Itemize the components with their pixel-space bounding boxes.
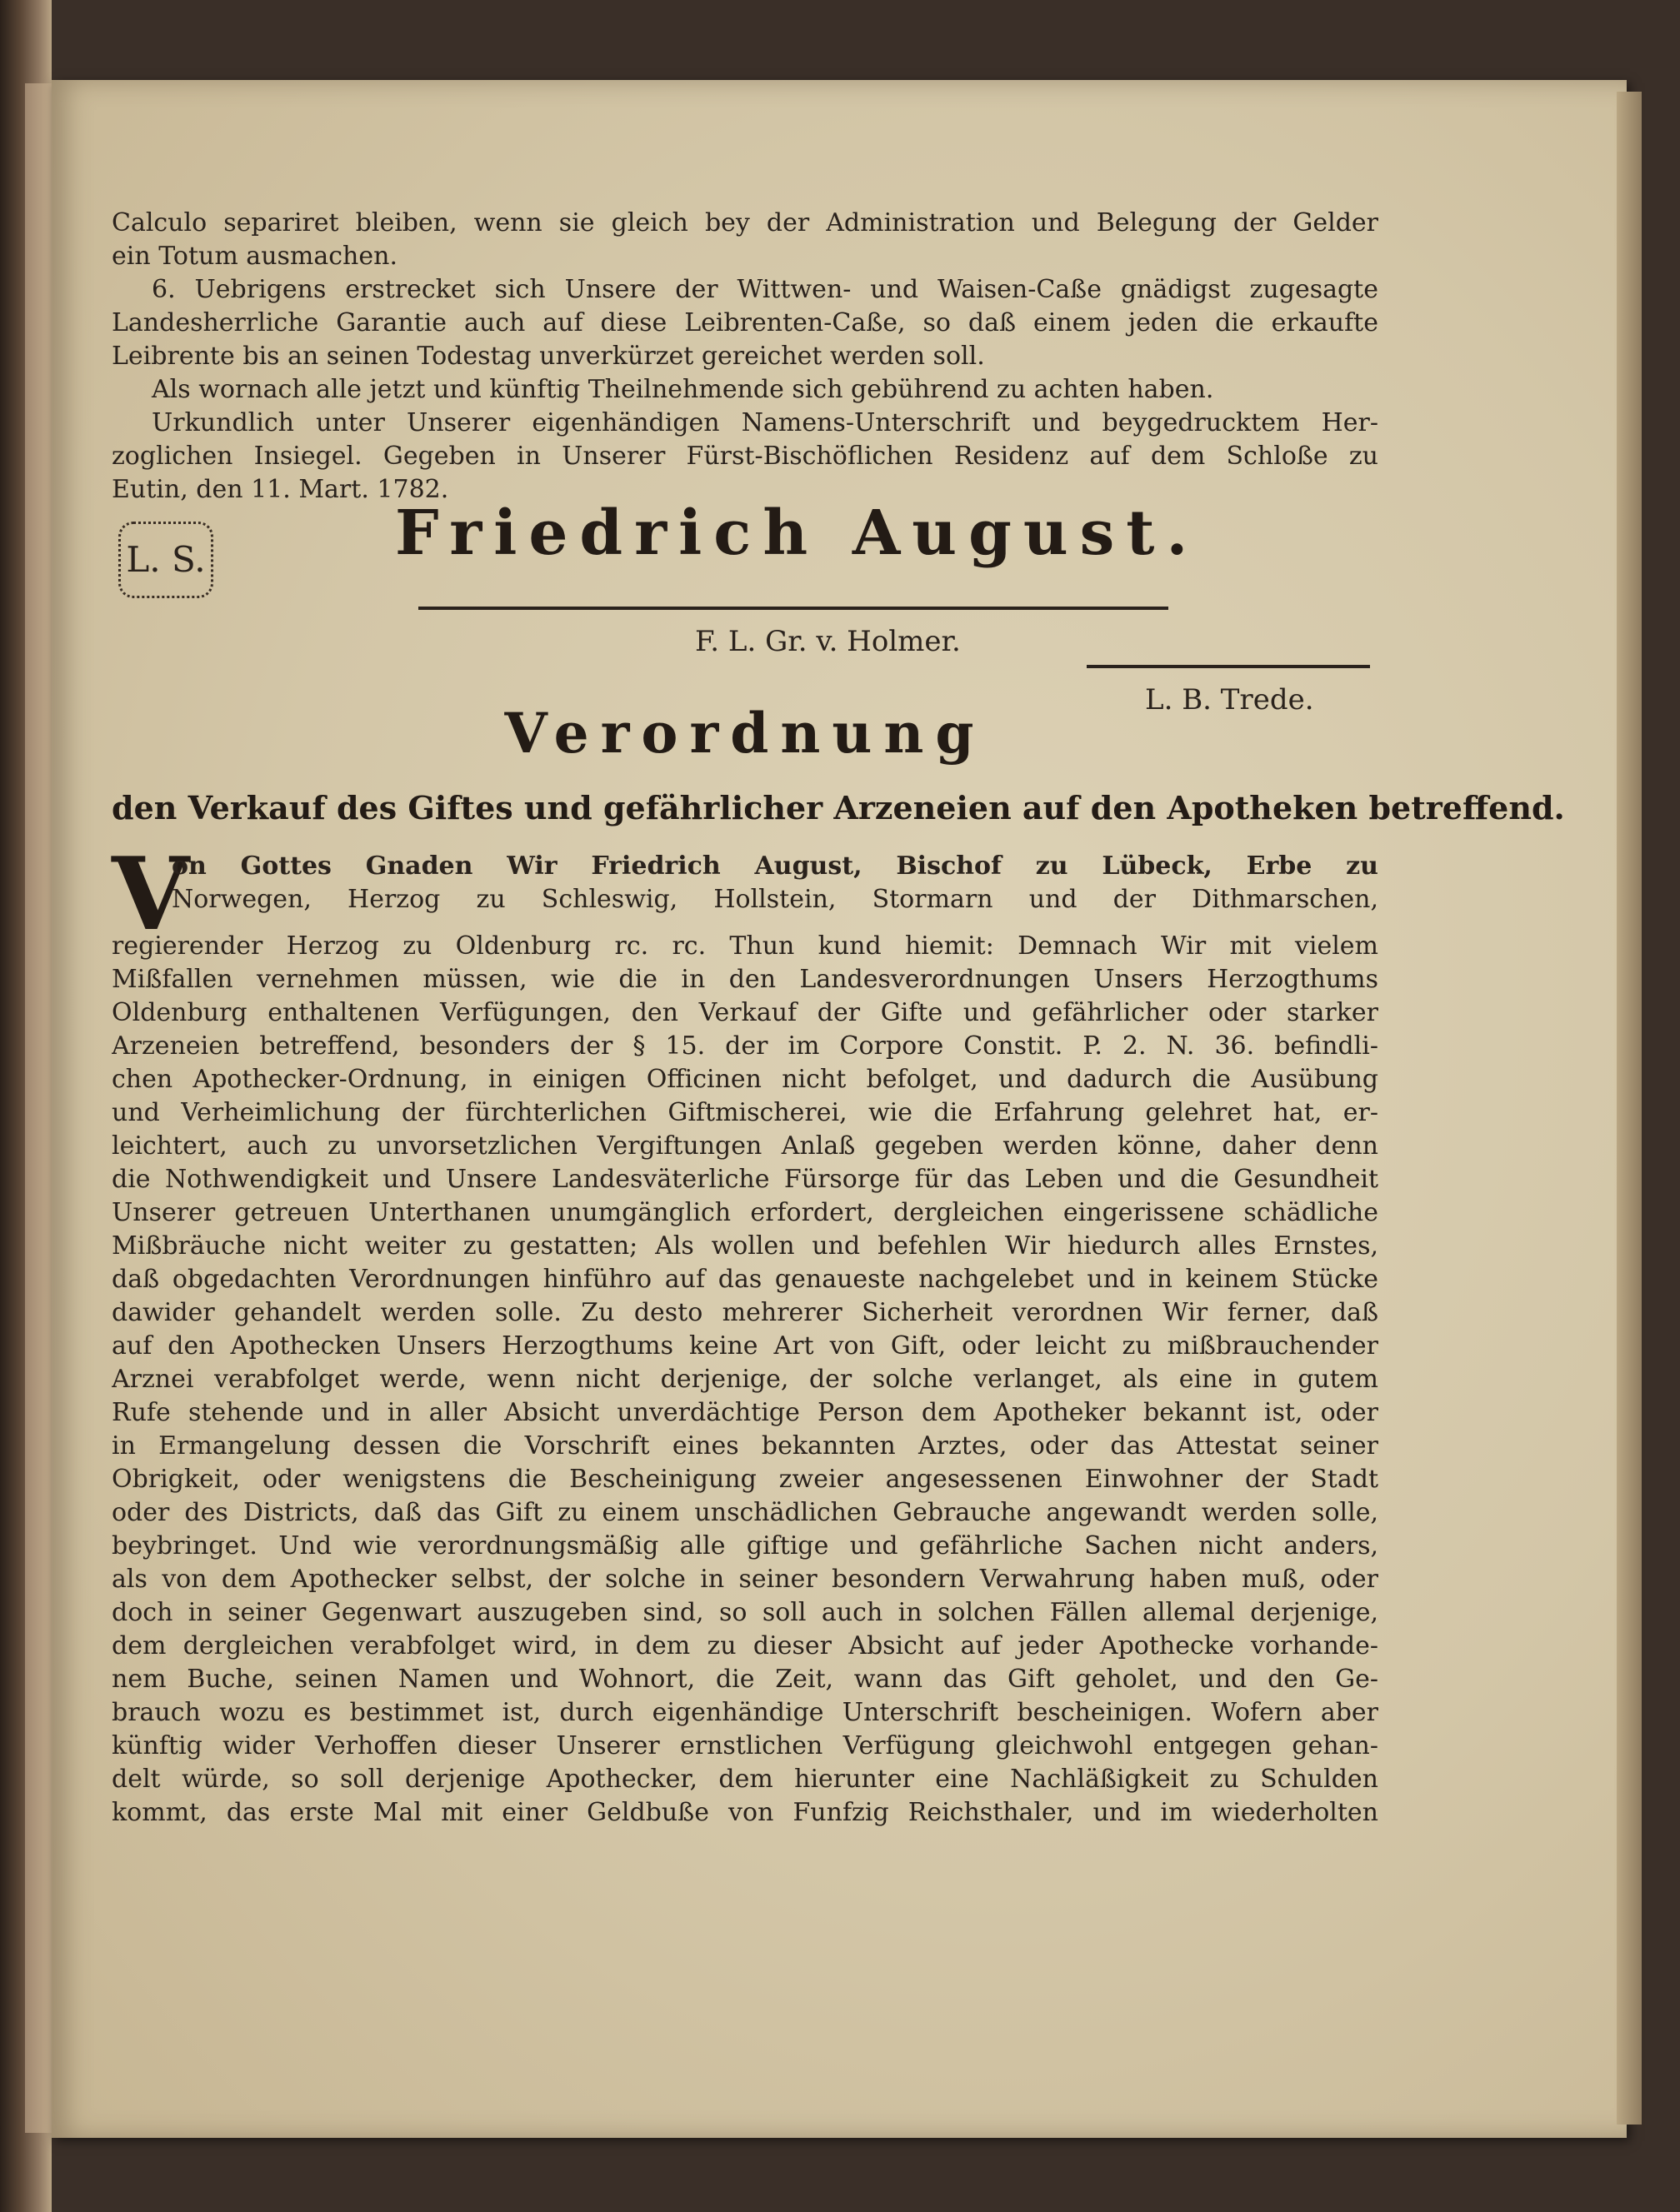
countersignature: L. B. Trede. <box>1145 683 1314 717</box>
text-line: Oldenburg enthaltenen Verfügungen, den Verkauf der Gifte und gefährlicher oder starker <box>112 998 1378 1027</box>
text-line: Calculo separiret bleiben, wenn sie gleich bey der Administration und Belegung der Gelder <box>112 208 1378 237</box>
text-line: die Nothwendigkeit und Unsere Landesväterliche Fürsorge für das Leben und die Gesundheit <box>112 1165 1378 1194</box>
countersignature-rule <box>1087 665 1370 668</box>
text-line: in Ermangelung dessen die Vorschrift eines bekannten Arztes, oder das Attestat seiner <box>112 1431 1378 1461</box>
seal-mark: L. S. <box>118 522 213 598</box>
text-line: regierender Herzog zu Oldenburg rc. rc. Thun kund hiemit: Demnach Wir mit vielem <box>112 931 1378 961</box>
text-line: Arznei verabfolget werde, wenn nicht derjenige, der solche verlanget, als eine in gutem <box>112 1365 1378 1394</box>
text-line: Rufe stehende und in aller Absicht unverdächtige Person dem Apotheker bekannt ist, oder <box>112 1398 1378 1427</box>
text-line: delt würde, so soll derjenige Apothecker, dem hierunter eine Nachläßigkeit zu Schulden <box>112 1765 1378 1794</box>
text-line: nem Buche, seinen Namen und Wohnort, die Zeit, wann das Gift geholet, und den Ge- <box>112 1665 1378 1694</box>
text-line: Leibrente bis an seinen Todestag unverkürzet gereichet werden soll. <box>112 342 985 371</box>
text-line: Obrigkeit, oder wenigstens die Bescheinigung zweier angesessenen Einwohner der Stadt <box>112 1465 1378 1494</box>
sovereign-signature: Friedrich August. <box>395 497 1200 569</box>
text-line: kommt, das erste Mal mit einer Geldbuße von Funfzig Reichsthaler, und im wiederholten <box>112 1798 1378 1827</box>
text-line: Mißfallen vernehmen müssen, wie die in den Landesverordnungen Unsers Herzogthums <box>112 965 1378 994</box>
text-line: Arzeneien betreffend, besonders der § 15. der im Corpore Constit. P. 2. N. 36. befindli- <box>112 1031 1378 1061</box>
text-line: beybringet. Und wie verordnungsmäßig alle giftige und gefährliche Sachen nicht anders, <box>112 1531 1378 1560</box>
text-line: künftig wider Verhoffen dieser Unserer ernstlichen Verfügung gleichwohl entgegen gehan- <box>112 1731 1378 1760</box>
text-line: auf den Apothecken Unsers Herzogthums keine Art von Gift, oder leicht zu mißbrauchender <box>112 1331 1378 1361</box>
text-line: und Verheimlichung der fürchterlichen Giftmischerei, wie die Erfahrung gelehret hat, er- <box>112 1098 1378 1127</box>
page-stack-edge <box>1617 92 1642 2125</box>
text-line: Unserer getreuen Unterthanen unumgänglich erfordert, dergleichen eingerissene schädliche <box>112 1198 1378 1227</box>
drop-capital: V <box>112 836 190 953</box>
ordinance-title: Verordnung <box>504 701 986 766</box>
text-line: dem dergleichen verabfolget wird, in dem zu dieser Absicht auf jeder Apothecke vorhande- <box>112 1631 1378 1660</box>
text-line: daß obgedachten Verordnungen hinführo auf das genaueste nachgelebet und in keinem Stücke <box>112 1265 1378 1294</box>
text-line: Mißbräuche nicht weiter zu gestatten; Als wollen und befehlen Wir hiedurch alles Ernstes, <box>112 1231 1378 1261</box>
signature-block <box>112 497 1378 617</box>
text-line: zoglichen Insiegel. Gegeben in Unserer Fürst-Bischöflichen Residenz auf dem Schloße zu <box>112 442 1378 471</box>
document-text <box>112 207 1565 1827</box>
text-line: Landesherrliche Garantie auch auf diese Leibrenten-Caße, so daß einem jeden die erkaufte <box>112 308 1378 337</box>
text-line: Norwegen, Herzog zu Schleswig, Hollstein, Stormarn und der Dithmarschen, <box>172 885 1378 914</box>
text-line: 6. Uebrigens erstrecket sich Unsere der Wittwen- und Waisen-Caße gnädigst zugesagte <box>152 275 1378 304</box>
text-line: leichtert, auch zu unvorsetzlichen Vergiftungen Anlaß gegeben werden könne, daher denn <box>112 1131 1378 1161</box>
text-line: dawider gehandelt werden solle. Zu desto mehrerer Sicherheit verordnen Wir ferner, daß <box>112 1298 1378 1327</box>
signature-rule <box>418 607 1168 610</box>
text-line: ein Totum ausmachen. <box>112 242 398 271</box>
text-line: chen Apothecker-Ordnung, in einigen Officinen nicht befolget, und dadurch die Ausübung <box>112 1065 1378 1094</box>
text-line: doch in seiner Gegenwart auszugeben sind, so soll auch in solchen Fällen allemal derjenige, <box>112 1598 1378 1627</box>
text-line: brauch wozu es bestimmet ist, durch eigenhändige Unterschrift bescheinigen. Wofern aber <box>112 1698 1378 1727</box>
countersignature: F. L. Gr. v. Holmer. <box>695 625 961 658</box>
text-line: Urkundlich unter Unserer eigenhändigen Namens-Unterschrift und beygedrucktem Her- <box>152 408 1378 437</box>
text-line: als von dem Apothecker selbst, der solche in seiner besondern Verwahrung haben muß, oder <box>112 1565 1378 1594</box>
text-line: on Gottes Gnaden Wir Friedrich August, Bischof zu Lübeck, Erbe zu <box>172 851 1378 881</box>
text-line: Eutin, den 11. Mart. 1782. <box>112 475 449 504</box>
ordinance-subtitle: den Verkauf des Giftes und gefährlicher Arzeneien auf den Apotheken betreffend. <box>112 789 1565 826</box>
ordinance-body <box>112 836 1378 1830</box>
text-line: Als wornach alle jetzt und künftig Theilnehmende sich gebührend zu achten haben. <box>152 375 1214 404</box>
text-line: oder des Districts, daß das Gift zu einem unschädlichen Gebrauche angewandt werden solle, <box>112 1498 1378 1527</box>
